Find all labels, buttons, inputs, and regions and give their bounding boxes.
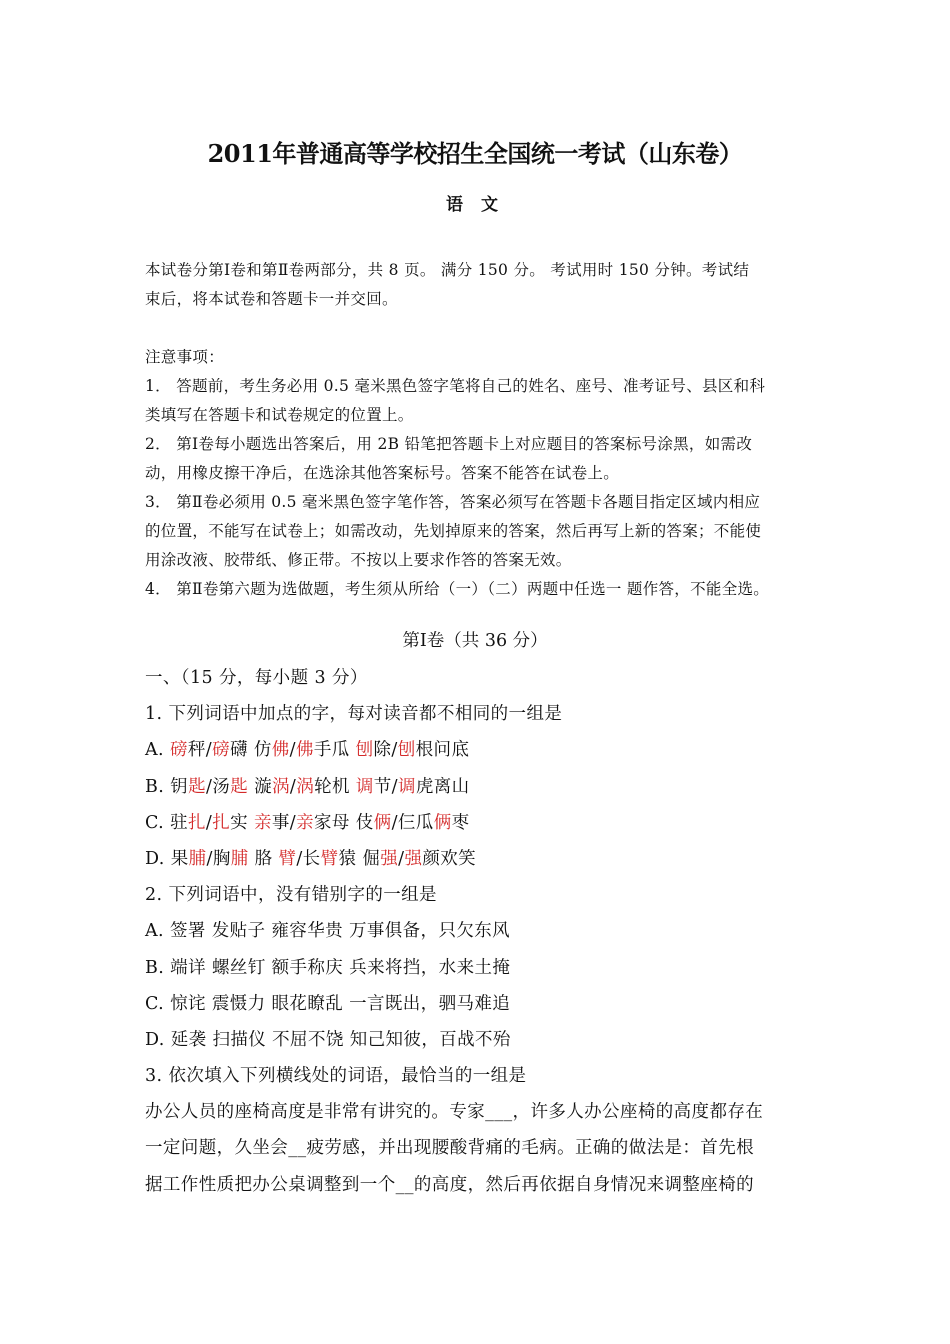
intro-paragraph <box>145 256 825 314</box>
highlighted-char: 俩 <box>433 812 452 833</box>
highlighted-char: 强 <box>404 848 423 869</box>
option-text: 礴 仿 <box>229 740 272 761</box>
question-2-option: B. 端详 螺丝钉 额手称庆 兵来将挡，水来土掩 <box>145 957 511 978</box>
subject-title: 语 文 <box>446 195 504 215</box>
highlighted-char: 佛 <box>271 740 290 761</box>
notes-line: 2． 第Ⅰ卷每小题选出答案后，用 2B 铅笔把答题卡上对应题目的答案标号涂黑，如需改 <box>145 435 753 453</box>
question-2-stem: 2. 下列词语中，没有错别字的一组是 <box>145 885 437 906</box>
option-text: 根问底 <box>415 740 470 761</box>
highlighted-char: 涡 <box>296 776 315 797</box>
notes-line: 1． 答题前，考生务必用 0.5 毫米黑色签字笔将自己的姓名、座号、准考证号、县区和科 <box>145 377 766 395</box>
questions <box>145 660 825 1203</box>
highlighted-char: 脯 <box>230 848 249 869</box>
option-text: /汤 <box>206 776 231 797</box>
highlighted-char: 臂 <box>278 848 297 869</box>
highlighted-char: 涡 <box>271 776 290 797</box>
question-2-option: A. 签署 发贴子 雍容华贵 万事俱备，只欠东风 <box>145 921 511 942</box>
option-text: 事/ <box>271 812 297 833</box>
option-text: /仨瓜 <box>391 812 434 833</box>
highlighted-char: 亲 <box>296 812 314 833</box>
highlighted-char: 刨 <box>397 740 416 761</box>
highlighted-char: 磅 <box>169 740 188 761</box>
question-3-stem: 3. 依次填入下列横线处的词语，最恰当的一组是 <box>145 1066 527 1087</box>
question-2-option: C. 惊诧 震慑力 眼花瞭乱 一言既出，驷马难追 <box>145 993 511 1014</box>
option-text: 实 <box>230 812 254 833</box>
option-text: 猿 倔 <box>338 848 381 869</box>
option-text: 漩 <box>248 776 272 797</box>
question-3-passage-line: 办公人员的座椅高度是非常有讲究的。专家___，许多人办公座椅的高度都存在 <box>145 1102 764 1123</box>
option-text: C. 驻 <box>145 812 188 833</box>
highlighted-char: 脯 <box>188 848 207 869</box>
notes-section <box>145 343 825 604</box>
question-1-option-b <box>145 769 825 805</box>
exam-title: 2011年普通高等学校招生全国统一考试（山东卷） <box>207 139 743 168</box>
option-text: / <box>205 812 213 833</box>
option-text: / <box>289 776 297 797</box>
option-text: 虎离山 <box>415 776 470 797</box>
highlighted-char: 佛 <box>295 740 314 761</box>
highlighted-char: 臂 <box>320 848 339 869</box>
highlighted-char: 调 <box>355 776 374 797</box>
highlighted-char: 扎 <box>188 812 206 833</box>
option-text: 颜欢笑 <box>422 848 477 869</box>
option-text: 轮机 <box>314 776 356 797</box>
question-3-passage-line: 据工作性质把办公桌调整到一个__的高度，然后再依据自身情况来调整座椅的 <box>145 1174 754 1195</box>
option-text: A. <box>145 740 170 761</box>
highlighted-char: 磅 <box>212 740 230 761</box>
notes-line: 动，用橡皮擦干净后，在选涂其他答案标号。答案不能答在试卷上。 <box>145 464 620 482</box>
highlighted-char: 扎 <box>212 812 231 833</box>
option-text: 手瓜 <box>313 740 356 761</box>
highlighted-char: 调 <box>397 776 416 797</box>
question-1-option-d <box>145 841 825 877</box>
option-text: 枣 <box>451 812 470 833</box>
question-3-passage-line: 一定问题，久坐会__疲劳感，并出现腰酸背痛的毛病。正确的做法是：首先根 <box>145 1138 754 1159</box>
option-text: 节/ <box>373 776 398 797</box>
option-text: 家母 伎 <box>314 812 374 833</box>
section-title: 第Ⅰ卷（共 36 分） <box>402 631 548 651</box>
notes-line: 用涂改液、胶带纸、修正带。不按以上要求作答的答案无效。 <box>145 551 572 569</box>
question-1-option-c <box>145 805 825 841</box>
notes-line: 类填写在答题卡和试卷规定的位置上。 <box>145 406 414 424</box>
intro-line: 本试卷分第Ⅰ卷和第Ⅱ卷两部分，共 8 页。 满分 150 分。 考试用时 150 分钟。考试结 <box>145 261 750 279</box>
option-text: / <box>398 848 405 869</box>
option-text: /长 <box>296 848 321 869</box>
question-1-option-a <box>145 732 825 768</box>
highlighted-char: 强 <box>380 848 399 869</box>
highlighted-char: 俩 <box>373 812 392 833</box>
question-2-option: D. 延袭 扫描仪 不屈不饶 知己知彼，百战不殆 <box>145 1029 511 1050</box>
notes-line: 3． 第Ⅱ卷必须用 0.5 毫米黑色签字笔作答，答案必须写在答题卡各题目指定区域内相应 <box>145 493 761 511</box>
question-1-stem: 1. 下列词语中加点的字，每对读音都不相同的一组是 <box>145 704 563 725</box>
option-text: /胸 <box>206 848 231 869</box>
notes-line: 4． 第Ⅱ卷第六题为选做题，考生须从所给（一）（二）两题中任选一 题作答，不能全选。 <box>145 580 770 598</box>
option-text: / <box>289 740 296 761</box>
option-text: 除/ <box>373 740 398 761</box>
option-text: 秤/ <box>187 740 213 761</box>
intro-line: 束后，将本试卷和答题卡一并交回。 <box>145 290 398 308</box>
part-heading: 一、（15 分，每小题 3 分） <box>145 668 368 688</box>
highlighted-char: 匙 <box>230 776 249 797</box>
option-text: B. 钥 <box>145 776 189 797</box>
option-text: 胳 <box>248 848 279 869</box>
notes-heading: 注意事项： <box>145 348 225 366</box>
notes-line: 的位置，不能写在试卷上；如需改动，先划掉原来的答案，然后再写上新的答案；不能使 <box>145 522 762 540</box>
highlighted-char: 刨 <box>355 740 374 761</box>
option-text: D. 果 <box>145 848 189 869</box>
highlighted-char: 亲 <box>253 812 272 833</box>
highlighted-char: 匙 <box>188 776 206 797</box>
